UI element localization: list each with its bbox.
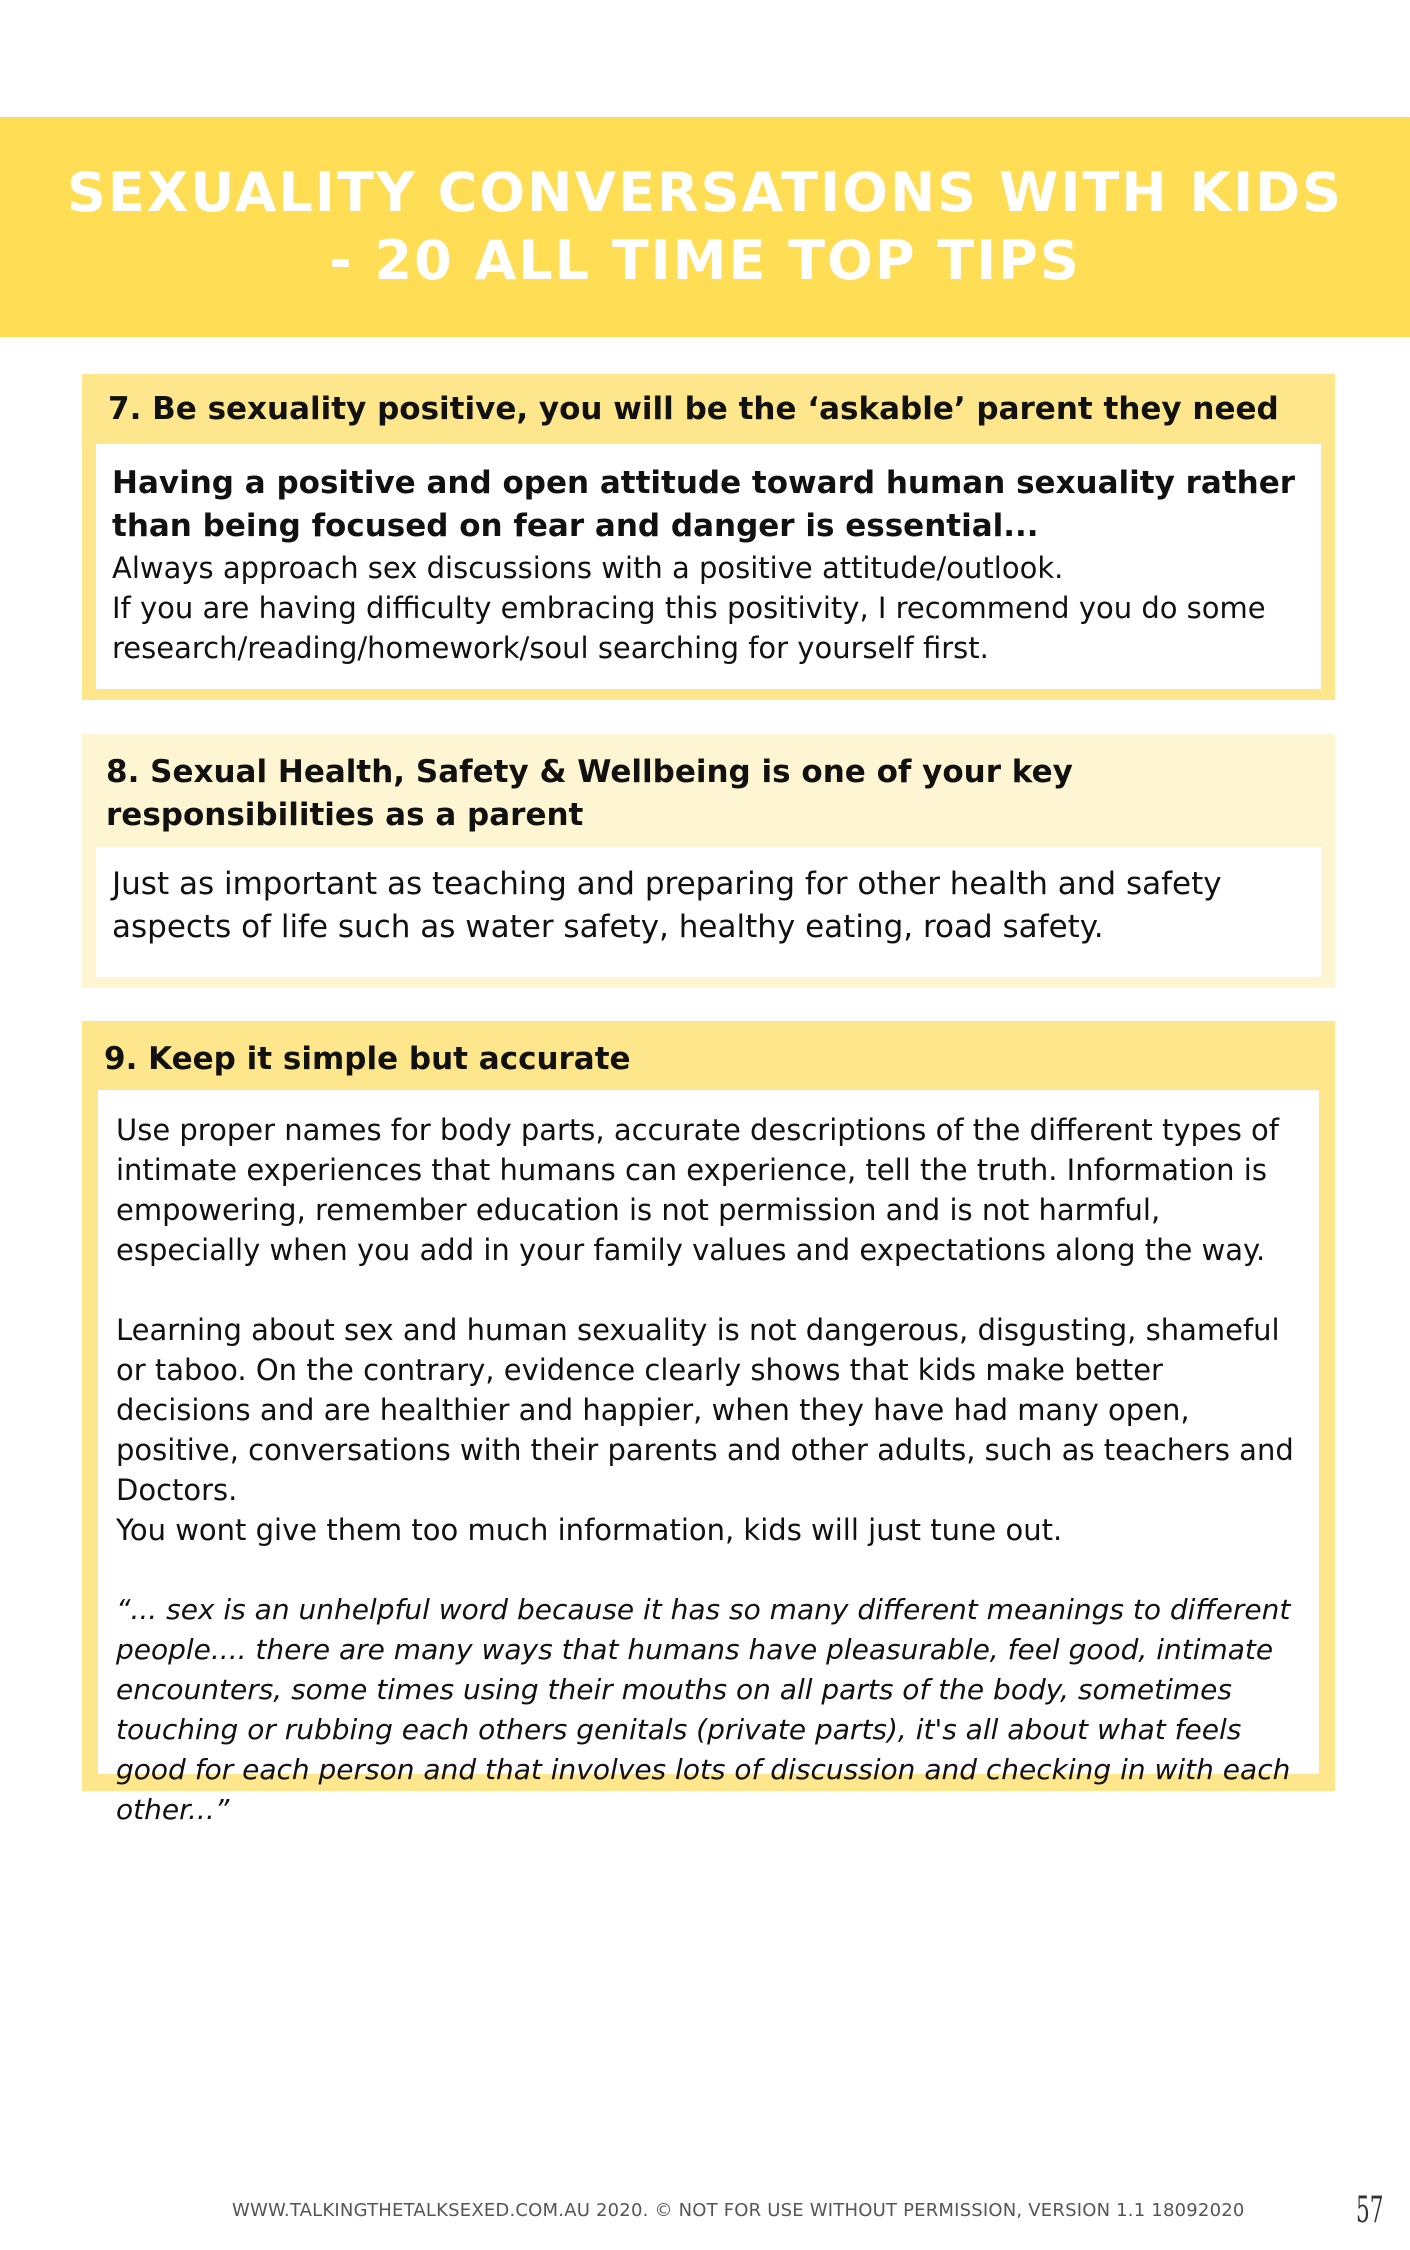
tip-body-8 [96,847,1321,977]
tip-heading-9: 9. Keep it simple but accurate [104,1041,631,1077]
tip-card-9 [82,1021,1335,1826]
tip-card-8 [82,734,1335,988]
tip-para-9c: You wont give them too much information, kids will just tune out. [116,1513,1063,1547]
tip-para-9a: Use proper names for body parts, accurate descriptions of the different types of intimate experiences that humans can experience, tell the truth. Information is empowering, remember education is not permission and is not harmful, especially when you add in your family values and expectations along the way. [116,1113,1280,1267]
paragraph-gap [116,1270,1301,1310]
title-banner [0,117,1410,337]
tip-para-9b: Learning about sex and human sexuality is not dangerous, disgusting, shameful or taboo. On the contrary, evidence clearly shows that kids make better decisions and are healthier and happier, when they have had many open, positive, conversations with their parents and other adults, such as teachers and Doctors. [116,1313,1294,1507]
page-title [67,159,1343,295]
tip-body-9 [98,1090,1319,1826]
tip-text-8: Just as important as teaching and preparing for other health and safety aspects of life such as water safety, healthy eating, road safety. [112,866,1222,945]
tip-body-7 [96,444,1321,689]
tip-heading-7: 7. Be sexuality positive, you will be the ‘askable’ parent they need [108,391,1279,427]
tip-line-7a: Always approach sex discussions with a positive attitude/outlook. [112,551,1064,585]
page-title-line-2: - 20 ALL TIME TOP TIPS [329,229,1081,292]
footer-copyright: WWW.TALKINGTHETALKSEXED.COM.AU 2020. © NOT FOR USE WITHOUT PERMISSION, VERSION 1.1 18092020 [232,2200,1245,2221]
tip-lead-7: Having a positive and open attitude toward human sexuality rather than being focused on fear and danger is essential... [112,465,1296,544]
page-title-line-1: SEXUALITY CONVERSATIONS WITH KIDS [67,161,1343,224]
tip-heading-8: 8. Sexual Health, Safety & Wellbeing is one of your key responsibilities as a parent [106,754,1073,833]
tip-quote-9: “... sex is an unhelpful word because it has so many different meanings to different people.... there are many ways that humans have pleasurable, feel good, intimate encounters, some times using their mouths on all parts of the body, sometimes touching or rubbing each others genitals (private parts), it's all about what feels good for each person and that involves lots of discussion and checking in with each other...” [116,1593,1291,1826]
tip-line-7b: If you are having difficulty embracing this positivity, I recommend you do some research/reading/homework/soul searching for yourself first. [112,591,1266,665]
tip-card-7 [82,374,1335,700]
paragraph-gap [116,1550,1301,1590]
page-number: 57 [1356,2190,1384,2231]
